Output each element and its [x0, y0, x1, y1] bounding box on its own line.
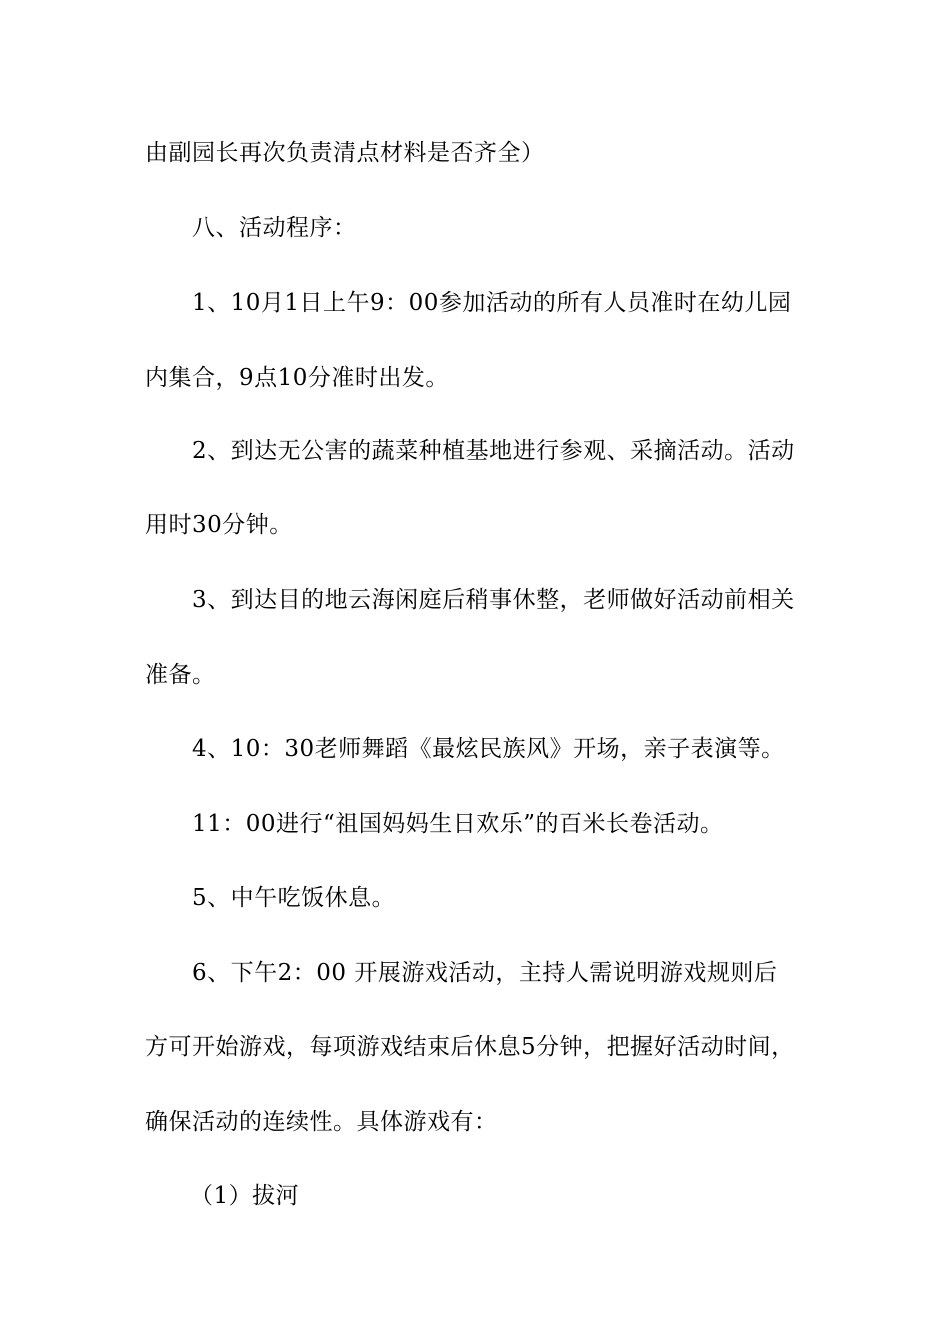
- text-line-step2-end: 用时30分钟。: [145, 512, 293, 538]
- text-line-step5: 5、中午吃饭休息。: [192, 885, 396, 911]
- text-line-step1-start: 1、10月1日上午9：00参加活动的所有人员准时在幼儿园: [192, 290, 792, 316]
- text-line-step2-start: 2、到达无公害的蔬菜种植基地进行参观、采摘活动。活动: [192, 438, 795, 464]
- text-line-step4-scroll-activity: 11：00进行“祖国妈妈生日欢乐”的百米长卷活动。: [192, 811, 724, 837]
- list-item-tug-of-war: （1）拔河: [190, 1183, 300, 1209]
- text-line-step3-end: 准备。: [145, 662, 216, 688]
- text-line-step1-end: 内集合，9点10分准时出发。: [145, 365, 449, 391]
- section-heading-activity-procedure: 八、活动程序：: [192, 215, 357, 241]
- text-line-step3-start: 3、到达目的地云海闲庭后稍事休整，老师做好活动前相关: [192, 587, 795, 613]
- text-line-step6-start: 6、下午2：00 开展游戏活动，主持人需说明游戏规则后: [192, 960, 778, 986]
- text-line-step6-end: 确保活动的连续性。具体游戏有：: [145, 1109, 498, 1135]
- text-line-step4: 4、10：30老师舞蹈《最炫民族风》开场，亲子表演等。: [192, 736, 785, 762]
- text-line-step6-middle: 方可开始游戏，每项游戏结束后休息5分钟，把握好活动时间，: [145, 1034, 795, 1060]
- text-line-materials-check: 由副园长再次负责清点材料是否齐全）: [145, 140, 545, 166]
